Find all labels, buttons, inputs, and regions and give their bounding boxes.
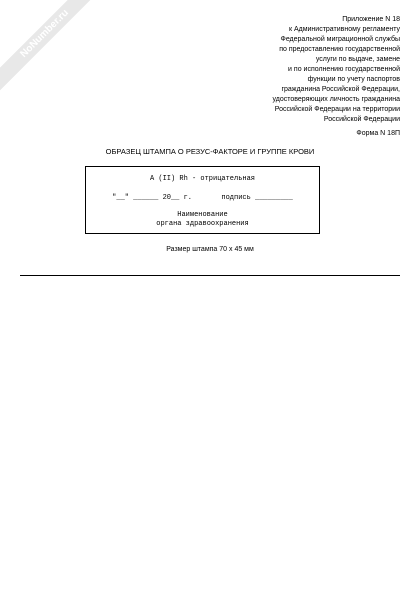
stamp-date-signature: "__" ______ 20__ г. подпись _________ (112, 194, 293, 202)
header-line: Приложение N 18 (342, 16, 400, 23)
appendix-header (200, 15, 400, 125)
header-line: функции по учету паспортов (307, 76, 400, 83)
header-line: по предоставлению государственной (279, 46, 400, 53)
divider (20, 275, 400, 276)
watermark: NoNumber.ru (0, 0, 104, 93)
header-line: и по исполнению государственной (288, 66, 400, 73)
stamp-size-note: Размер штампа 70 x 45 мм (166, 246, 254, 253)
stamp-blood-type: А (II) Rh - отрицательная (149, 175, 256, 183)
stamp-organization-label: органа здравоохранения (156, 220, 249, 228)
document-title: ОБРАЗЕЦ ШТАМПА О РЕЗУС-ФАКТОРЕ И ГРУППЕ КРОВИ (105, 147, 315, 156)
header-line: услуги по выдаче, замене (315, 56, 400, 63)
header-line: Российской Федерации (323, 116, 400, 123)
header-line: Федеральной миграционной службы (280, 36, 400, 43)
header-line: к Административному регламенту (288, 26, 400, 33)
header-line: Российской Федерации на территории (274, 106, 400, 113)
stamp-sample (85, 166, 320, 234)
form-number: Форма N 18П (356, 130, 400, 137)
header-line: удостоверяющих личность гражданина (272, 96, 400, 103)
stamp-organization-label: Наименование (177, 211, 228, 219)
header-line: гражданина Российской Федерации, (281, 86, 400, 93)
